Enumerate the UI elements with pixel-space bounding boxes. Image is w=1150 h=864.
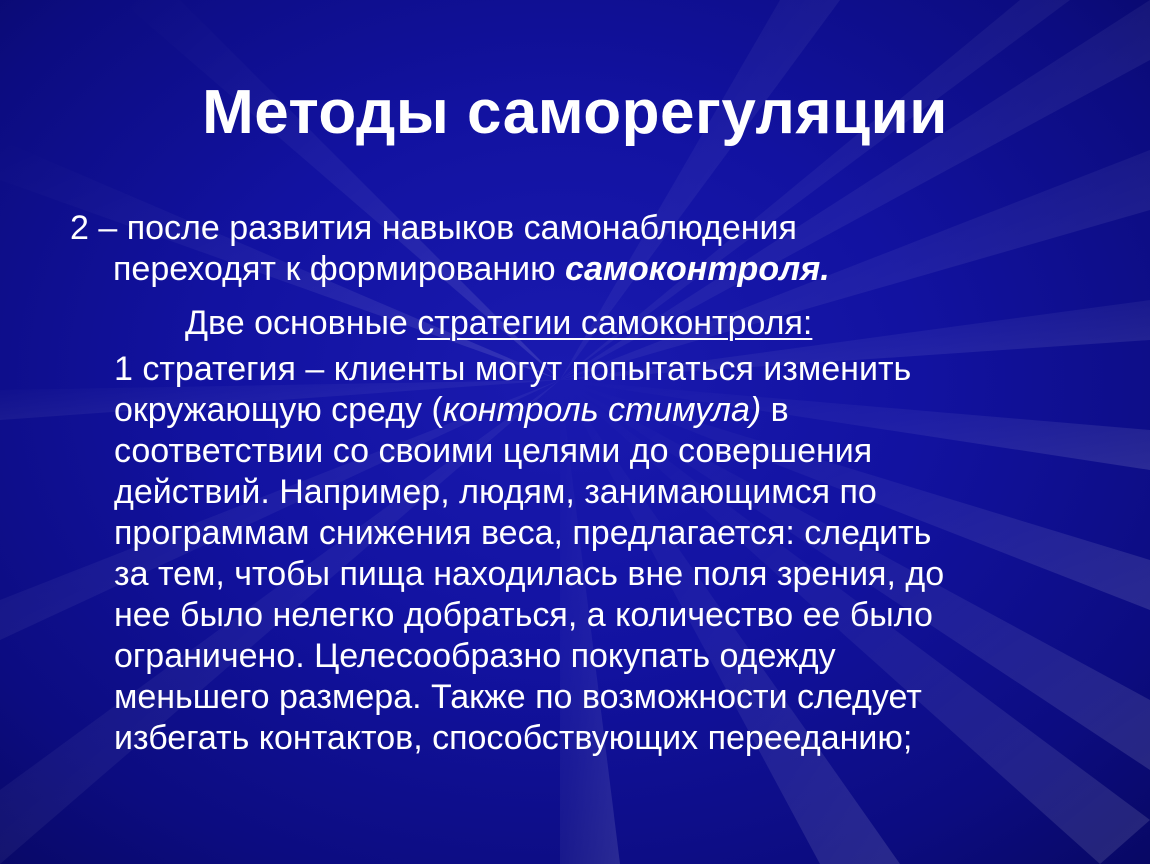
strategy-1-line: меньшего размера. Также по возможности следует: [114, 678, 922, 716]
intro-line-1-text: после развития навыков самонаблюдения: [126, 209, 797, 247]
strategy-1-paragraph: [114, 349, 944, 759]
stimulus-control-term: контроль стимула): [442, 391, 762, 429]
strategy-1-line-2-prefix: окружающую среду (: [114, 391, 443, 429]
strategy-1-line: за тем, чтобы пища находилась вне поля зрения, до: [114, 555, 945, 593]
strategy-1-line: соответствии со своими целями до совершения: [114, 432, 873, 470]
strategy-1-line: 1 стратегия – клиенты могут попытаться изменить: [114, 350, 912, 388]
strategies-heading-underlined: стратегии самоконтроля:: [417, 304, 813, 342]
intro-line-1: [70, 208, 830, 249]
intro-line-2-text: переходят к формированию: [113, 250, 566, 288]
strategy-1-line: действий. Например, людям, занимающимся по: [114, 473, 877, 511]
strategy-1-line: избегать контактов, способствующих перееданию;: [114, 719, 913, 757]
strategies-heading: [185, 303, 812, 344]
strategy-1-line: ограничено. Целесообразно покупать одежду: [114, 637, 836, 675]
intro-emphasis: самоконтроля.: [565, 250, 830, 288]
intro-dash: –: [88, 209, 127, 247]
strategy-1-line: программам снижения веса, предлагается: следить: [114, 514, 932, 552]
intro-number: 2: [70, 209, 89, 247]
strategy-1-line: [114, 390, 944, 431]
strategies-heading-prefix: Две основные: [185, 304, 418, 342]
strategy-1-line-2-suffix: в: [761, 391, 789, 429]
strategy-1-line: нее было нелегко добраться, а количество ее было: [114, 596, 933, 634]
slide-title: Методы саморегуляции: [202, 78, 948, 147]
intro-line-2: [70, 249, 830, 290]
intro-paragraph: [70, 208, 830, 290]
